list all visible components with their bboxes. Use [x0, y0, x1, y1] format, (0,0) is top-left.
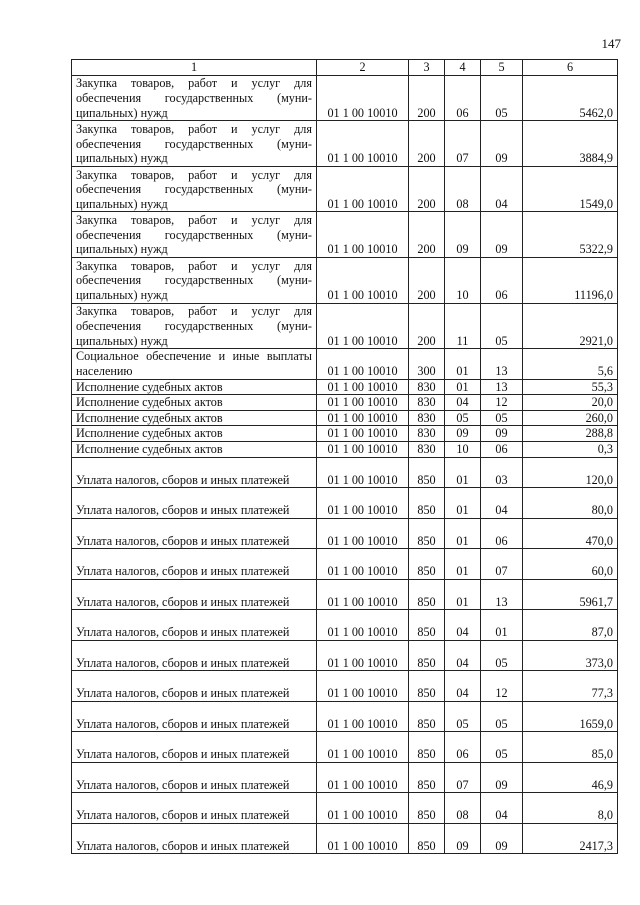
row-expense-type: 200: [409, 257, 445, 303]
row-subsection: 05: [481, 732, 523, 763]
row-subsection: 13: [481, 349, 523, 380]
row-expense-type: 830: [409, 442, 445, 458]
table-row: [72, 166, 618, 212]
row-target-code: 01 1 00 10010: [317, 610, 409, 641]
row-subsection: 13: [481, 379, 523, 395]
row-subsection: 12: [481, 671, 523, 702]
row-description: Уплата налогов, сборов и иных платежей: [72, 579, 317, 610]
row-section: 01: [445, 349, 481, 380]
budget-table: [71, 59, 618, 854]
row-amount: 120,0: [523, 457, 618, 488]
row-expense-type: 850: [409, 793, 445, 824]
row-expense-type: 830: [409, 395, 445, 411]
row-section: 09: [445, 823, 481, 854]
table-row: [72, 395, 618, 411]
row-description: Закупка товаров, работ и услуг для обеспечения государственных (муни-ципальных) нужд: [72, 257, 317, 303]
row-description: Закупка товаров, работ и услуг для обеспечения государственных (муни-ципальных) нужд: [72, 75, 317, 121]
row-subsection: 06: [481, 442, 523, 458]
row-subsection: 05: [481, 303, 523, 349]
table-row: [72, 762, 618, 793]
row-description: Уплата налогов, сборов и иных платежей: [72, 640, 317, 671]
row-subsection: 09: [481, 121, 523, 167]
row-expense-type: 850: [409, 610, 445, 641]
row-expense-type: 850: [409, 762, 445, 793]
row-section: 06: [445, 75, 481, 121]
table-row: [72, 671, 618, 702]
row-description: Уплата налогов, сборов и иных платежей: [72, 793, 317, 824]
row-expense-type: 830: [409, 379, 445, 395]
row-expense-type: 200: [409, 75, 445, 121]
row-section: 01: [445, 549, 481, 580]
row-subsection: 05: [481, 75, 523, 121]
row-subsection: 12: [481, 395, 523, 411]
row-amount: 80,0: [523, 488, 618, 519]
row-expense-type: 850: [409, 671, 445, 702]
row-amount: 55,3: [523, 379, 618, 395]
row-amount: 46,9: [523, 762, 618, 793]
row-subsection: 07: [481, 549, 523, 580]
row-section: 05: [445, 410, 481, 426]
row-expense-type: 850: [409, 640, 445, 671]
row-section: 10: [445, 442, 481, 458]
row-section: 01: [445, 379, 481, 395]
row-section: 01: [445, 488, 481, 519]
row-description: Уплата налогов, сборов и иных платежей: [72, 701, 317, 732]
row-section: 01: [445, 457, 481, 488]
row-expense-type: 200: [409, 121, 445, 167]
header-col-6: 6: [523, 60, 618, 76]
row-description: Уплата налогов, сборов и иных платежей: [72, 518, 317, 549]
row-expense-type: 830: [409, 410, 445, 426]
table-row: [72, 640, 618, 671]
table-row: [72, 610, 618, 641]
row-subsection: 09: [481, 426, 523, 442]
row-description: Исполнение судебных актов: [72, 379, 317, 395]
row-subsection: 09: [481, 823, 523, 854]
row-expense-type: 830: [409, 426, 445, 442]
row-amount: 85,0: [523, 732, 618, 763]
row-section: 05: [445, 701, 481, 732]
row-subsection: 03: [481, 457, 523, 488]
row-amount: 2417,3: [523, 823, 618, 854]
row-subsection: 06: [481, 518, 523, 549]
row-amount: 5462,0: [523, 75, 618, 121]
row-target-code: 01 1 00 10010: [317, 823, 409, 854]
row-amount: 1659,0: [523, 701, 618, 732]
row-target-code: 01 1 00 10010: [317, 732, 409, 763]
header-col-3: 3: [409, 60, 445, 76]
row-section: 08: [445, 166, 481, 212]
row-target-code: 01 1 00 10010: [317, 395, 409, 411]
row-description: Уплата налогов, сборов и иных платежей: [72, 610, 317, 641]
row-target-code: 01 1 00 10010: [317, 349, 409, 380]
row-expense-type: 200: [409, 303, 445, 349]
row-target-code: 01 1 00 10010: [317, 166, 409, 212]
row-description: Исполнение судебных актов: [72, 442, 317, 458]
row-section: 11: [445, 303, 481, 349]
row-section: 04: [445, 640, 481, 671]
row-description: Закупка товаров, работ и услуг для обеспечения государственных (муни-ципальных) нужд: [72, 166, 317, 212]
row-section: 10: [445, 257, 481, 303]
row-expense-type: 850: [409, 457, 445, 488]
row-amount: 5961,7: [523, 579, 618, 610]
row-subsection: 13: [481, 579, 523, 610]
row-subsection: 04: [481, 166, 523, 212]
table-row: [72, 793, 618, 824]
row-amount: 77,3: [523, 671, 618, 702]
row-target-code: 01 1 00 10010: [317, 701, 409, 732]
row-subsection: 04: [481, 793, 523, 824]
row-target-code: 01 1 00 10010: [317, 121, 409, 167]
row-description: Закупка товаров, работ и услуг для обеспечения государственных (муни-ципальных) нужд: [72, 121, 317, 167]
row-section: 09: [445, 426, 481, 442]
row-target-code: 01 1 00 10010: [317, 303, 409, 349]
table-row: [72, 257, 618, 303]
table-row: [72, 579, 618, 610]
row-section: 06: [445, 732, 481, 763]
table-row: [72, 701, 618, 732]
row-description: Закупка товаров, работ и услуг для обеспечения государственных (муни-ципальных) нужд: [72, 212, 317, 258]
table-row: [72, 121, 618, 167]
row-amount: 3884,9: [523, 121, 618, 167]
row-subsection: 06: [481, 257, 523, 303]
row-expense-type: 850: [409, 823, 445, 854]
row-target-code: 01 1 00 10010: [317, 549, 409, 580]
row-description: Исполнение судебных актов: [72, 410, 317, 426]
row-target-code: 01 1 00 10010: [317, 762, 409, 793]
header-col-2: 2: [317, 60, 409, 76]
row-target-code: 01 1 00 10010: [317, 442, 409, 458]
row-amount: 20,0: [523, 395, 618, 411]
row-target-code: 01 1 00 10010: [317, 518, 409, 549]
row-amount: 5322,9: [523, 212, 618, 258]
row-description: Уплата налогов, сборов и иных платежей: [72, 488, 317, 519]
row-target-code: 01 1 00 10010: [317, 257, 409, 303]
row-amount: 60,0: [523, 549, 618, 580]
row-section: 04: [445, 610, 481, 641]
row-expense-type: 850: [409, 488, 445, 519]
table-row: [72, 442, 618, 458]
row-subsection: 05: [481, 640, 523, 671]
row-amount: 11196,0: [523, 257, 618, 303]
row-description: Уплата налогов, сборов и иных платежей: [72, 732, 317, 763]
row-target-code: 01 1 00 10010: [317, 212, 409, 258]
table-row: [72, 549, 618, 580]
row-expense-type: 850: [409, 701, 445, 732]
row-amount: 87,0: [523, 610, 618, 641]
row-section: 09: [445, 212, 481, 258]
row-section: 07: [445, 762, 481, 793]
row-amount: 2921,0: [523, 303, 618, 349]
table-row: [72, 379, 618, 395]
header-row: [72, 60, 618, 76]
row-target-code: 01 1 00 10010: [317, 457, 409, 488]
row-expense-type: 850: [409, 732, 445, 763]
row-subsection: 05: [481, 701, 523, 732]
table-row: [72, 732, 618, 763]
row-amount: 288,8: [523, 426, 618, 442]
row-description: Уплата налогов, сборов и иных платежей: [72, 823, 317, 854]
row-amount: 0,3: [523, 442, 618, 458]
row-description: Исполнение судебных актов: [72, 426, 317, 442]
row-target-code: 01 1 00 10010: [317, 379, 409, 395]
row-amount: 260,0: [523, 410, 618, 426]
row-amount: 470,0: [523, 518, 618, 549]
row-section: 01: [445, 518, 481, 549]
row-description: Уплата налогов, сборов и иных платежей: [72, 671, 317, 702]
table-row: [72, 426, 618, 442]
row-description: Уплата налогов, сборов и иных платежей: [72, 457, 317, 488]
row-section: 08: [445, 793, 481, 824]
row-section: 07: [445, 121, 481, 167]
table-row: [72, 457, 618, 488]
row-amount: 8,0: [523, 793, 618, 824]
row-expense-type: 300: [409, 349, 445, 380]
row-description: Закупка товаров, работ и услуг для обеспечения государственных (муни-ципальных) нужд: [72, 303, 317, 349]
row-expense-type: 200: [409, 166, 445, 212]
row-description: Исполнение судебных актов: [72, 395, 317, 411]
header-col-5: 5: [481, 60, 523, 76]
row-amount: 1549,0: [523, 166, 618, 212]
table-row: [72, 303, 618, 349]
row-subsection: 05: [481, 410, 523, 426]
row-target-code: 01 1 00 10010: [317, 426, 409, 442]
row-target-code: 01 1 00 10010: [317, 640, 409, 671]
row-target-code: 01 1 00 10010: [317, 793, 409, 824]
row-expense-type: 200: [409, 212, 445, 258]
table-body: [72, 60, 618, 854]
row-expense-type: 850: [409, 579, 445, 610]
row-section: 01: [445, 579, 481, 610]
row-amount: 373,0: [523, 640, 618, 671]
row-description: Социальное обеспечение и иные выплаты населению: [72, 349, 317, 380]
row-subsection: 04: [481, 488, 523, 519]
table-row: [72, 518, 618, 549]
table-row: [72, 410, 618, 426]
table-row: [72, 823, 618, 854]
page-number: 147: [601, 36, 621, 51]
row-subsection: 09: [481, 762, 523, 793]
row-expense-type: 850: [409, 518, 445, 549]
row-amount: 5,6: [523, 349, 618, 380]
row-target-code: 01 1 00 10010: [317, 579, 409, 610]
row-target-code: 01 1 00 10010: [317, 488, 409, 519]
row-description: Уплата налогов, сборов и иных платежей: [72, 762, 317, 793]
row-target-code: 01 1 00 10010: [317, 75, 409, 121]
row-subsection: 01: [481, 610, 523, 641]
row-section: 04: [445, 395, 481, 411]
header-col-1: 1: [72, 60, 317, 76]
row-description: Уплата налогов, сборов и иных платежей: [72, 549, 317, 580]
header-col-4: 4: [445, 60, 481, 76]
table-row: [72, 488, 618, 519]
row-target-code: 01 1 00 10010: [317, 410, 409, 426]
table-row: [72, 212, 618, 258]
row-subsection: 09: [481, 212, 523, 258]
row-expense-type: 850: [409, 549, 445, 580]
table-row: [72, 349, 618, 380]
row-section: 04: [445, 671, 481, 702]
row-target-code: 01 1 00 10010: [317, 671, 409, 702]
table-row: [72, 75, 618, 121]
